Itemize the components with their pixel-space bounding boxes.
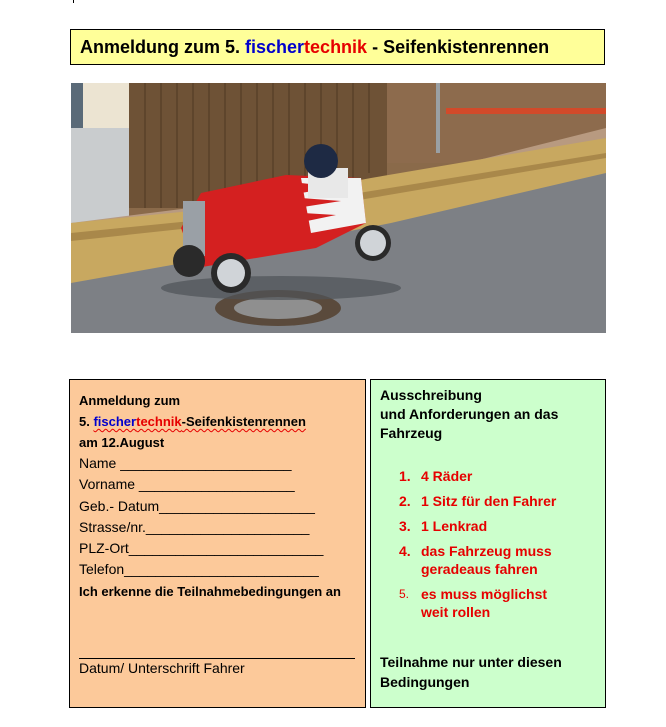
wall-lower	[71, 128, 129, 223]
form-heading-line3: am 12.August	[79, 435, 165, 450]
vorname-field[interactable]: Vorname ____________________	[79, 476, 295, 493]
requirement-item: 1. 4 Räder	[399, 468, 473, 484]
form-brand: fischertechnik-Seifenkistenrennen	[93, 414, 306, 429]
title-suffix: - Seifenkistenrennen	[367, 37, 550, 57]
requirements-title-line2: und Anforderungen an das	[380, 406, 559, 422]
soapbox-race-photo	[71, 83, 606, 333]
photo-illustration	[71, 83, 606, 333]
acknowledgement-text: Ich erkenne die Teilnahmebedingungen an	[79, 583, 341, 599]
helmet	[304, 144, 338, 178]
requirement-item: 2. 1 Sitz für den Fahrer	[399, 493, 557, 509]
page-title	[70, 29, 605, 65]
signature-label: Datum/ Unterschrift Fahrer	[79, 660, 245, 676]
window	[71, 83, 83, 128]
requirements-footer: Teilnahme nur unter diesen Bedingungen	[380, 654, 562, 690]
requirements-panel	[370, 379, 606, 708]
telefon-field[interactable]: Telefon_________________________	[79, 561, 319, 578]
brand-technik: technik	[304, 37, 368, 57]
requirements-title-line3: Fahrzeug	[380, 425, 443, 441]
form-heading-line1: Anmeldung zum	[79, 393, 181, 408]
signature-line[interactable]	[79, 658, 355, 659]
geburtsdatum-field[interactable]: Geb.- Datum____________________	[79, 497, 315, 514]
requirements-title-line1: Ausschreibung	[380, 387, 482, 403]
title-prefix: Anmeldung zum 5.	[80, 37, 246, 57]
requirement-item: 3. 1 Lenkrad	[399, 518, 488, 534]
requirement-item: 4. das Fahrzeug muss geradeaus fahren	[399, 543, 552, 577]
brand-fischer: fischer	[245, 37, 305, 57]
name-field[interactable]: Name ______________________	[79, 455, 292, 471]
text-cursor	[73, 0, 74, 3]
registration-form	[69, 379, 366, 708]
requirement-item: 5. es muss möglichst weit rollen	[399, 586, 548, 620]
form-heading-line2: 5. fischertechnik-Seifenkistenrennen	[79, 414, 306, 429]
plz-ort-field[interactable]: PLZ-Ort_________________________	[79, 540, 324, 557]
requirements-list	[380, 467, 605, 621]
bench	[446, 108, 606, 114]
strasse-field[interactable]: Strasse/nr._____________________	[79, 518, 310, 535]
